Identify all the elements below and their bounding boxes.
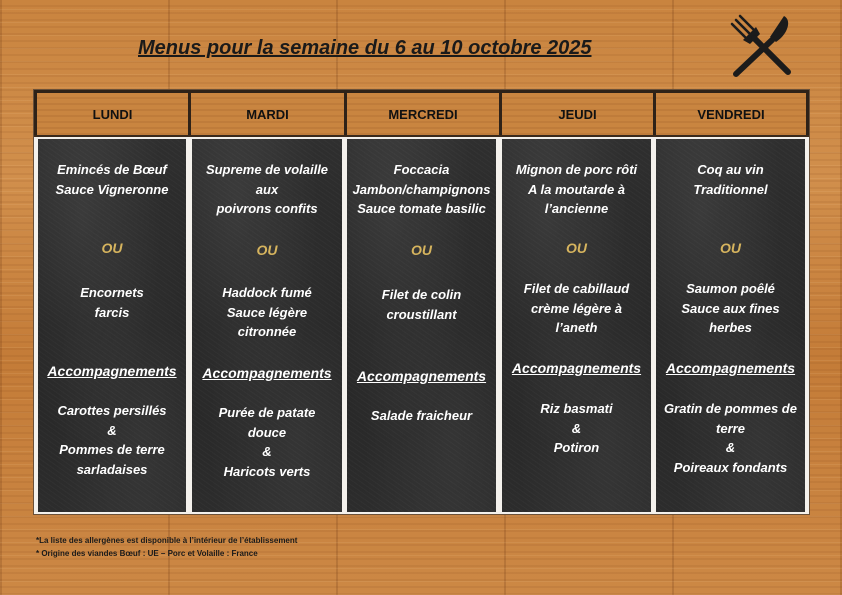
dish-line: Haddock fumé	[222, 285, 312, 300]
sides-list	[192, 403, 342, 481]
or-separator: OU	[101, 240, 123, 256]
dish-line: Filet de cabillaud	[523, 281, 630, 296]
dish-line: Filet de colin	[381, 287, 462, 302]
dish-line: Sauce tomate basilic	[357, 201, 486, 216]
main-dish-2	[347, 285, 496, 324]
main-dish-2	[38, 283, 186, 322]
side-line: Salade fraicheur	[370, 408, 473, 423]
sides-heading: Accompagnements	[665, 360, 796, 376]
sides-list	[347, 406, 496, 426]
menu-board	[33, 89, 810, 515]
day-header-mercredi: MERCREDI	[344, 90, 499, 135]
dish-line: Emincés de Bœuf	[57, 162, 167, 177]
dish-line: Supreme de volaille	[205, 162, 329, 177]
main-dish-1	[347, 160, 496, 219]
main-dish-2	[192, 283, 342, 342]
side-line: Haricots verts	[223, 463, 311, 479]
side-line: Gratin de pommes de	[664, 401, 797, 416]
side-line: &	[107, 422, 117, 438]
sides-list	[656, 399, 805, 477]
or-separator: OU	[566, 240, 587, 256]
dish-line: aux	[255, 181, 279, 197]
side-line: douce	[247, 424, 287, 440]
allergen-note: *La liste des allergènes est disponible à l’intérieur de l’établissement	[36, 536, 298, 545]
or-separator: OU	[256, 242, 278, 258]
sides-list	[38, 401, 186, 479]
side-line: Purée de patate	[218, 405, 316, 420]
dish-line: Sauce Vigneronne	[55, 181, 169, 197]
side-line: sarladaises	[76, 461, 148, 477]
dish-line: Traditionnel	[693, 181, 768, 197]
side-line: &	[262, 444, 272, 459]
day-header-jeudi: JEUDI	[499, 90, 653, 135]
day-header-vendredi: VENDREDI	[653, 90, 809, 135]
sides-heading: Accompagnements	[356, 368, 487, 384]
day-header-mardi: MARDI	[188, 90, 344, 135]
dish-line: Encornets	[80, 285, 144, 300]
side-line: Poireaux fondants	[673, 459, 788, 475]
dish-line: Coq au vin	[697, 162, 764, 177]
dish-line: Sauce légère	[226, 304, 308, 320]
main-dish-1	[38, 160, 186, 199]
day-column-mercredi	[347, 139, 496, 512]
day-column-mardi	[192, 139, 342, 512]
main-dish-1	[656, 160, 805, 199]
dish-line: Saumon poêlé	[686, 281, 775, 296]
or-separator: OU	[720, 240, 741, 256]
side-line: Riz basmati	[540, 401, 613, 416]
dish-line: l’ancienne	[544, 201, 609, 216]
sides-heading: Accompagnements	[511, 360, 642, 376]
main-dish-1	[192, 160, 342, 219]
day-header-lundi: LUNDI	[34, 90, 188, 135]
dish-line: citronnée	[237, 324, 297, 339]
dish-line: herbes	[709, 320, 752, 335]
dish-line: Foccacia	[393, 162, 450, 177]
main-dish-1	[502, 160, 651, 219]
side-line: &	[571, 420, 582, 436]
side-line: Carottes persillés	[57, 403, 167, 418]
side-line: Pommes de terre	[59, 442, 165, 457]
fork-knife-icon	[726, 10, 796, 80]
dish-line: croustillant	[386, 306, 457, 322]
dish-line: Jambon/champignons	[352, 181, 491, 197]
meat-origin-note: * Origine des viandes Bœuf : UE – Porc et Volaille : France	[36, 549, 258, 558]
day-column-lundi	[38, 139, 186, 512]
footnotes	[36, 534, 297, 560]
dish-line: Mignon de porc rôti	[515, 162, 638, 177]
main-dish-2	[656, 279, 805, 338]
dish-line: A la moutarde à	[527, 181, 626, 197]
main-dish-2	[502, 279, 651, 338]
page-title: Menus pour la semaine du 6 au 10 octobre 2025	[138, 37, 592, 59]
dish-line: l’aneth	[555, 320, 598, 335]
days-header-row	[34, 90, 809, 137]
day-column-jeudi	[502, 139, 651, 512]
side-line: Potiron	[553, 440, 600, 455]
dish-line: Sauce aux fines	[681, 300, 780, 316]
sides-heading: Accompagnements	[47, 363, 177, 379]
dish-line: farcis	[94, 304, 130, 320]
side-line: terre	[716, 420, 745, 436]
day-column-vendredi	[656, 139, 805, 512]
side-line: &	[725, 440, 736, 455]
sides-list	[502, 399, 651, 458]
dish-line: crème légère à	[530, 300, 623, 316]
or-separator: OU	[411, 242, 432, 258]
dish-line: poivrons confits	[216, 201, 318, 216]
sides-heading: Accompagnements	[202, 365, 332, 381]
